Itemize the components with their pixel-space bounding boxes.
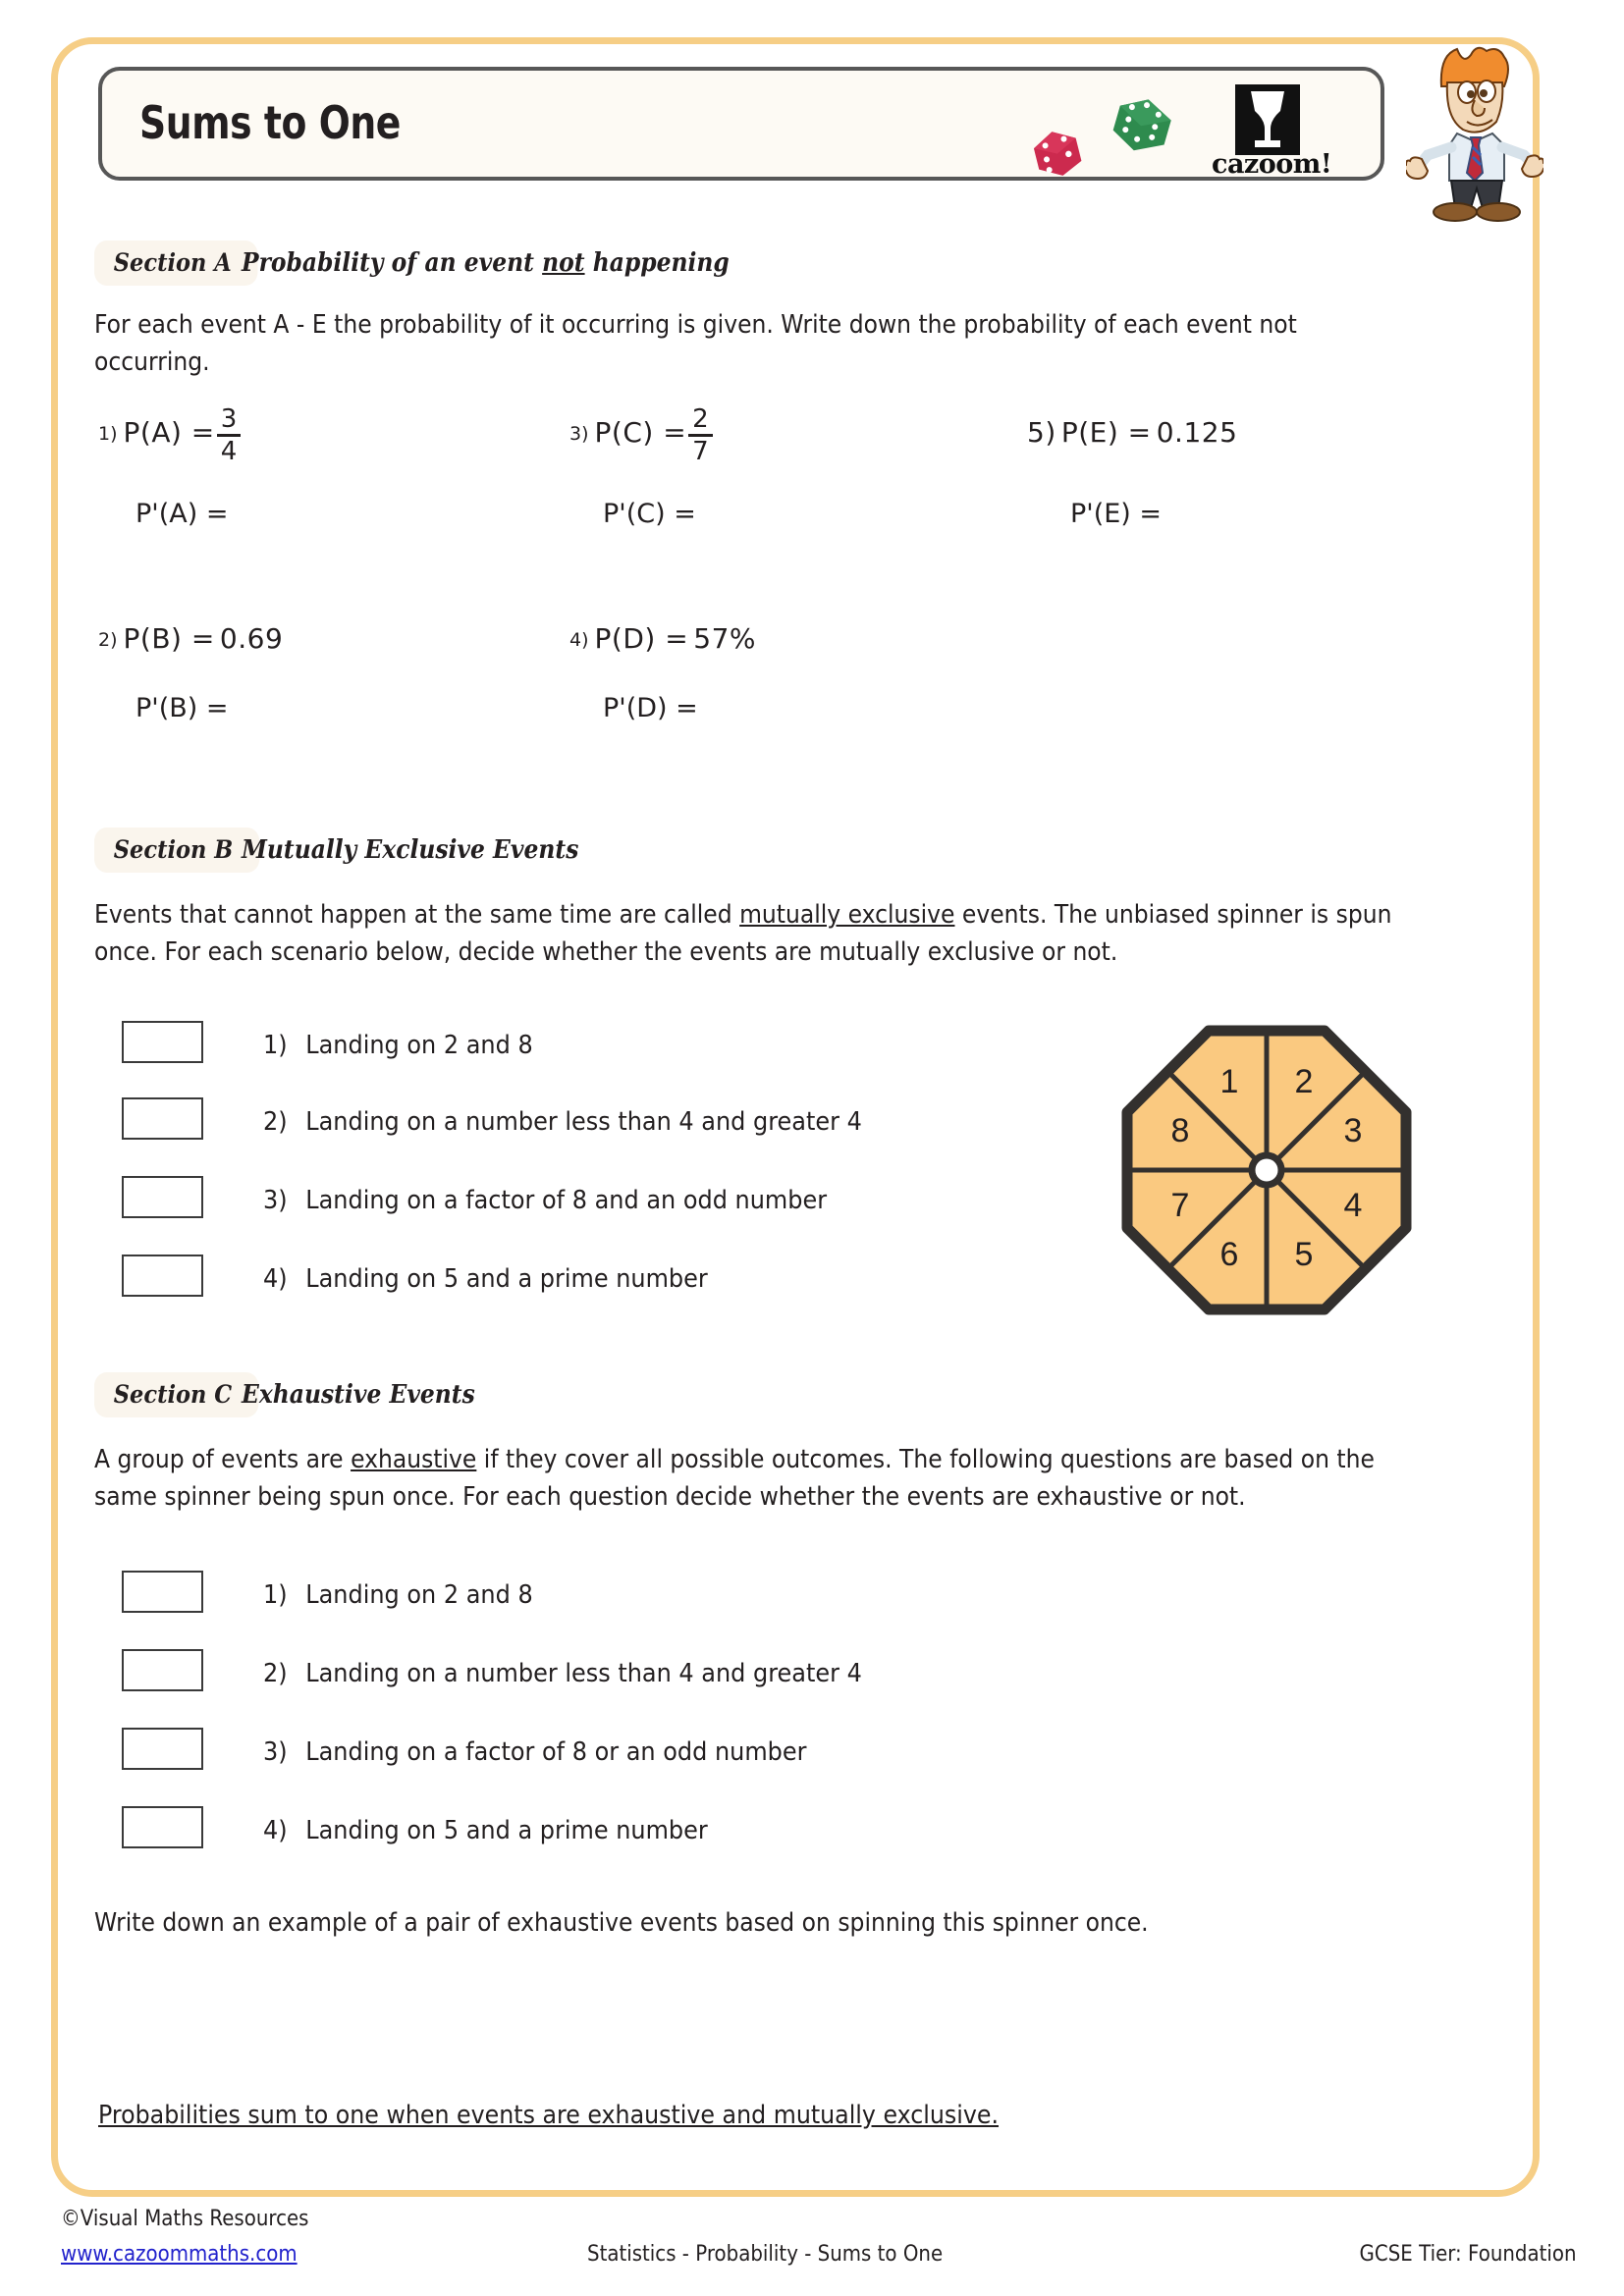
octagon-spinner-diagram [1110, 1013, 1424, 1327]
footer-tier: GCSE Tier: Foundation [1360, 2242, 1577, 2267]
question-c-1: 1) Landing on 2 and 8 [263, 1580, 533, 1610]
question-b-2: 2) Landing on a number less than 4 and greater 4 [263, 1107, 862, 1137]
answer-box-c-3[interactable] [122, 1728, 203, 1770]
question-c-4: 4) Landing on 5 and a prime number [263, 1816, 708, 1845]
footer-website-link[interactable]: www.cazoommaths.com [61, 2242, 298, 2267]
spinner-sector-8: 8 [1170, 1111, 1190, 1149]
spinner-sector-6: 6 [1219, 1235, 1239, 1273]
question-b-1: 1) Landing on 2 and 8 [263, 1031, 533, 1060]
section-a-label: Section A [94, 240, 258, 286]
answer-box-b-3[interactable] [122, 1176, 203, 1218]
page-title: Sums to One [139, 96, 401, 149]
section-b-label: Section B [94, 828, 259, 873]
question-a-3-lhs: P(C) = [594, 416, 687, 449]
section-c-title: Exhaustive Events [242, 1380, 475, 1410]
question-a-4-number: 4) [569, 629, 589, 651]
question-a-5-number: 5) [1027, 416, 1056, 449]
section-a-title: Probability of an event not happening [242, 248, 730, 278]
answer-a-5-label[interactable]: P'(E) = [1070, 499, 1163, 529]
question-a-3 [569, 404, 715, 466]
answer-box-c-1[interactable] [122, 1571, 203, 1613]
question-c-3: 3) Landing on a factor of 8 or an odd number [263, 1737, 807, 1767]
answer-a-1-label[interactable]: P'(A) = [135, 499, 229, 529]
section-c-final-prompt: Write down an example of a pair of exhaustive events based on spinning this spinner once. [94, 1908, 1149, 1938]
spinner-sector-5: 5 [1294, 1235, 1314, 1273]
question-a-2-number: 2) [98, 629, 118, 651]
question-a-5-lhs: P(E) = [1060, 416, 1152, 449]
question-a-1-lhs: P(A) = [123, 416, 215, 449]
answer-box-b-2[interactable] [122, 1097, 203, 1140]
question-a-5 [1027, 416, 1237, 449]
section-b-title: Mutually Exclusive Events [242, 835, 579, 865]
question-a-5-value: 0.125 [1156, 416, 1238, 449]
worksheet-title-bar [98, 67, 1384, 181]
answer-box-c-2[interactable] [122, 1649, 203, 1691]
section-c-intro: A group of events are exhaustive if they cover all possible outcomes. The following questions are based on the same spinner being spun once. For each question decide whether the events are exhaustive or not. [94, 1445, 1375, 1512]
question-a-2-lhs: P(B) = [123, 622, 215, 655]
spinner-sector-2: 2 [1294, 1062, 1314, 1100]
question-a-4-value: 57% [693, 622, 756, 655]
red-die-icon [1027, 122, 1100, 177]
spinner-sector-7: 7 [1170, 1186, 1190, 1224]
cartoon-teacher-mascot-icon [1406, 35, 1543, 222]
question-a-4 [569, 622, 756, 655]
section-b-intro: Events that cannot happen at the same time are called mutually exclusive events. The unbiased spinner is spun once. For each scenario below, decide whether the events are mutually exclusive or not. [94, 900, 1392, 967]
question-a-3-fraction: $\frac{2}{7}$ [688, 406, 713, 464]
answer-box-b-4[interactable] [122, 1255, 203, 1297]
spinner-sector-1: 1 [1219, 1062, 1239, 1100]
spinner-sector-4: 4 [1343, 1186, 1363, 1224]
question-c-2: 2) Landing on a number less than 4 and greater 4 [263, 1659, 862, 1688]
answer-box-b-1[interactable] [122, 1021, 203, 1063]
question-b-3: 3) Landing on a factor of 8 and an odd number [263, 1186, 828, 1215]
question-a-1 [98, 404, 243, 466]
answer-box-c-4[interactable] [122, 1806, 203, 1848]
page-footer [0, 2207, 1624, 2295]
closing-statement: Probabilities sum to one when events are exhaustive and mutually exclusive. [98, 2101, 1000, 2130]
cazoom-mark-icon [1235, 84, 1300, 155]
answer-a-4-label[interactable]: P'(D) = [603, 693, 698, 723]
answer-a-3-label[interactable]: P'(C) = [603, 499, 696, 529]
cazoom-logo [1021, 79, 1345, 181]
spinner-sector-3: 3 [1343, 1111, 1363, 1149]
green-die-icon [1106, 92, 1188, 161]
question-a-2-value: 0.69 [219, 622, 284, 655]
question-a-4-lhs: P(D) = [594, 622, 689, 655]
footer-topic: Statistics - Probability - Sums to One [587, 2242, 944, 2267]
question-a-3-number: 3) [569, 423, 589, 445]
footer-copyright: ©Visual Maths Resources [61, 2207, 309, 2231]
question-a-1-number: 1) [98, 423, 118, 445]
question-a-2 [98, 622, 283, 655]
section-a-intro: For each event A - E the probability of it occurring is given. Write down the probability of each event not occurring. [94, 310, 1297, 377]
section-c-label: Section C [94, 1372, 258, 1417]
cazoom-wordmark: cazoom! [1212, 149, 1332, 180]
question-b-4: 4) Landing on 5 and a prime number [263, 1264, 708, 1294]
question-a-1-fraction: $\frac{3}{4}$ [217, 406, 242, 464]
answer-a-2-label[interactable]: P'(B) = [135, 693, 229, 723]
